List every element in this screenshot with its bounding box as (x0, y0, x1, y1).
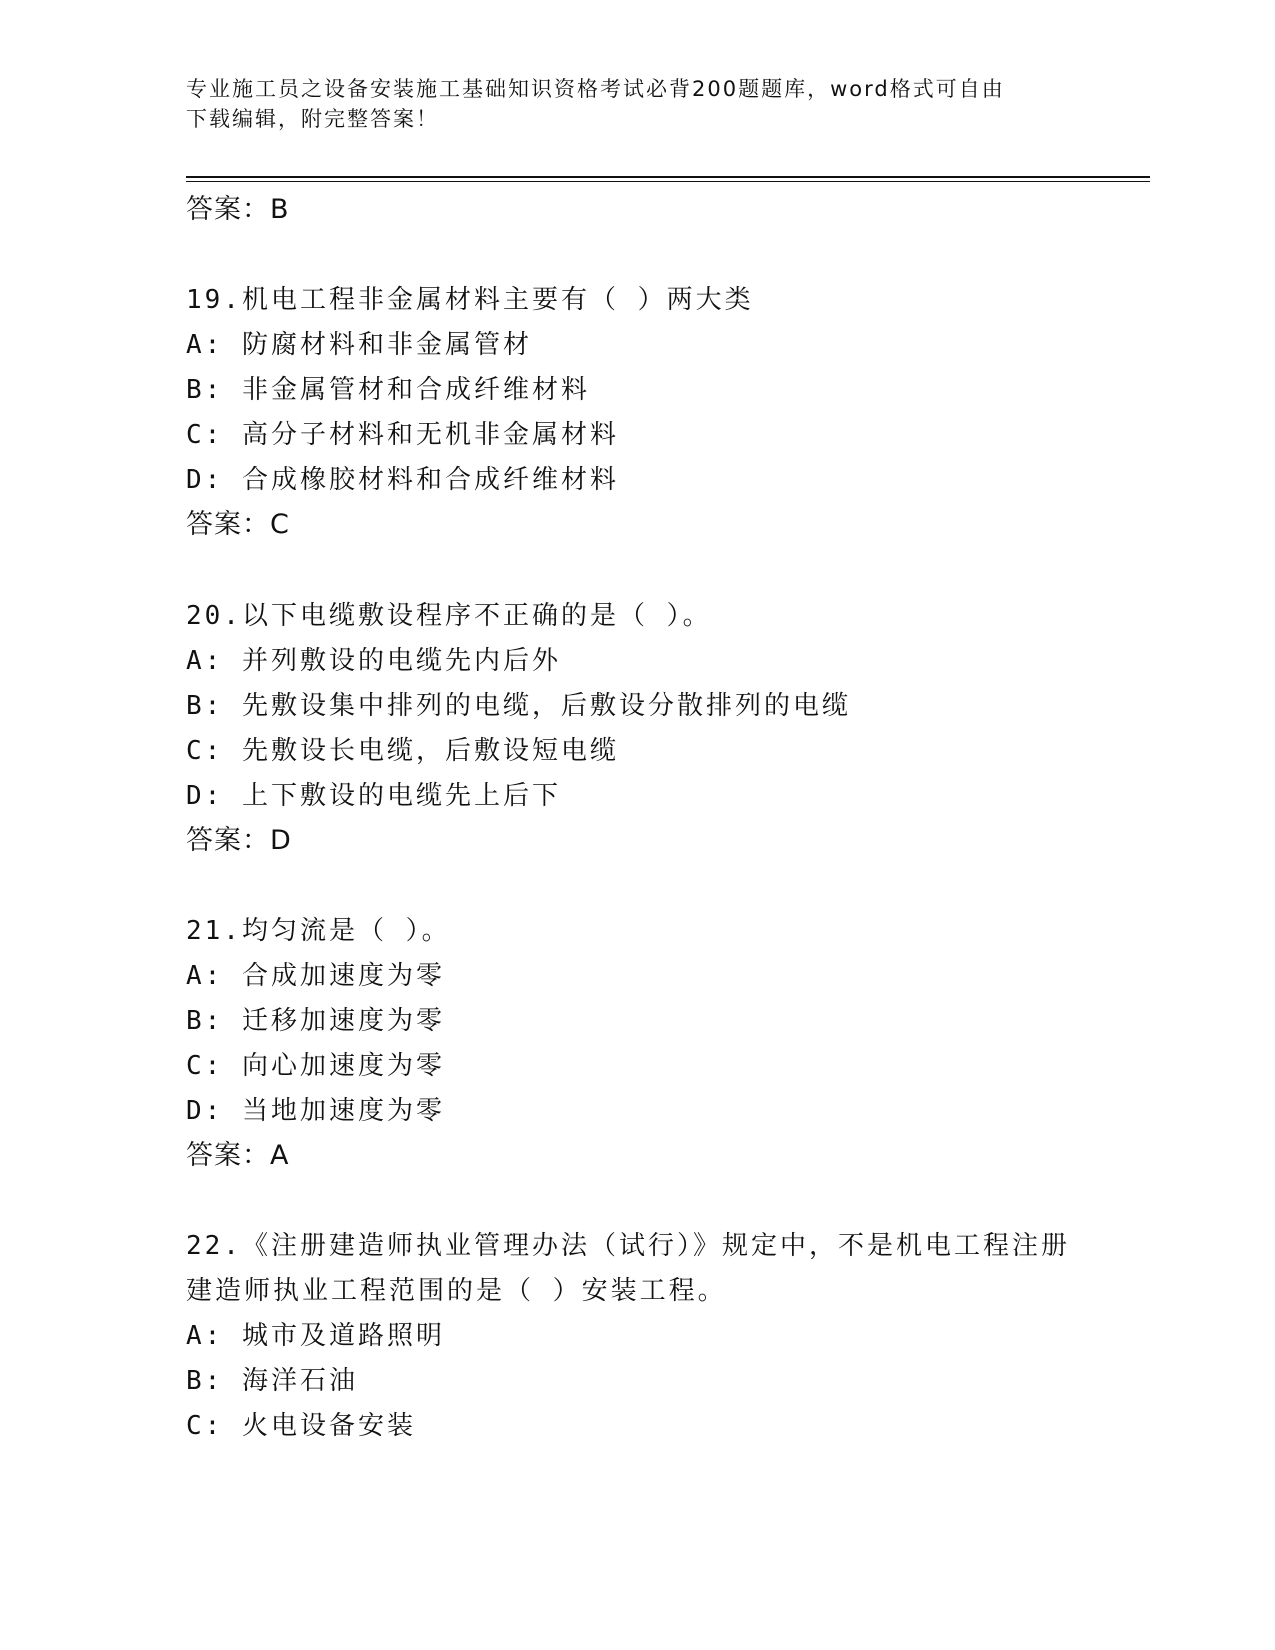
question-20-option-a: A: 并列敷设的电缆先内后外 (186, 646, 561, 676)
question-21-option-a: A: 合成加速度为零 (186, 961, 445, 991)
question-21-option-c: C: 向心加速度为零 (186, 1051, 445, 1081)
question-20-option-b: B: 先敷设集中排列的电缆，后敷设分散排列的电缆 (186, 691, 851, 721)
question-22-line-1: 22.《注册建造师执业管理办法（试行）》规定中，不是机电工程注册 (186, 1231, 1070, 1261)
header-rule-thick (186, 176, 1150, 178)
question-22-option-a: A: 城市及道路照明 (186, 1321, 445, 1351)
answer-20: 答案：D (186, 825, 292, 856)
answer-21: 答案：A (186, 1140, 290, 1171)
answer-19: 答案：C (186, 509, 290, 540)
answer-18: 答案：B (186, 194, 290, 225)
question-20-option-d: D: 上下敷设的电缆先上后下 (186, 781, 561, 811)
question-19-option-d: D: 合成橡胶材料和合成纤维材料 (186, 465, 619, 495)
question-19-option-c: C: 高分子材料和无机非金属材料 (186, 420, 619, 450)
question-22-option-c: C: 火电设备安装 (186, 1411, 416, 1441)
question-21: 21.均匀流是（ ）。 (186, 916, 451, 946)
header-line-1: 专业施工员之设备安装施工基础知识资格考试必背200题题库，word格式可自由 (186, 77, 1005, 101)
question-21-option-d: D: 当地加速度为零 (186, 1096, 445, 1126)
question-20-option-c: C: 先敷设长电缆，后敷设短电缆 (186, 736, 619, 766)
question-21-option-b: B: 迁移加速度为零 (186, 1006, 445, 1036)
header-rule-thin (186, 181, 1150, 182)
question-19-option-b: B: 非金属管材和合成纤维材料 (186, 375, 590, 405)
question-20: 20.以下电缆敷设程序不正确的是（ ）。 (186, 601, 712, 631)
question-22-option-b: B: 海洋石油 (186, 1366, 358, 1396)
document-header (186, 74, 1066, 134)
question-22-line-2: 建造师执业工程范围的是（ ）安装工程。 (186, 1276, 727, 1306)
question-19: 19.机电工程非金属材料主要有（ ）两大类 (186, 285, 754, 315)
header-line-2: 下载编辑，附完整答案！ (186, 107, 439, 131)
question-19-option-a: A: 防腐材料和非金属管材 (186, 330, 532, 360)
